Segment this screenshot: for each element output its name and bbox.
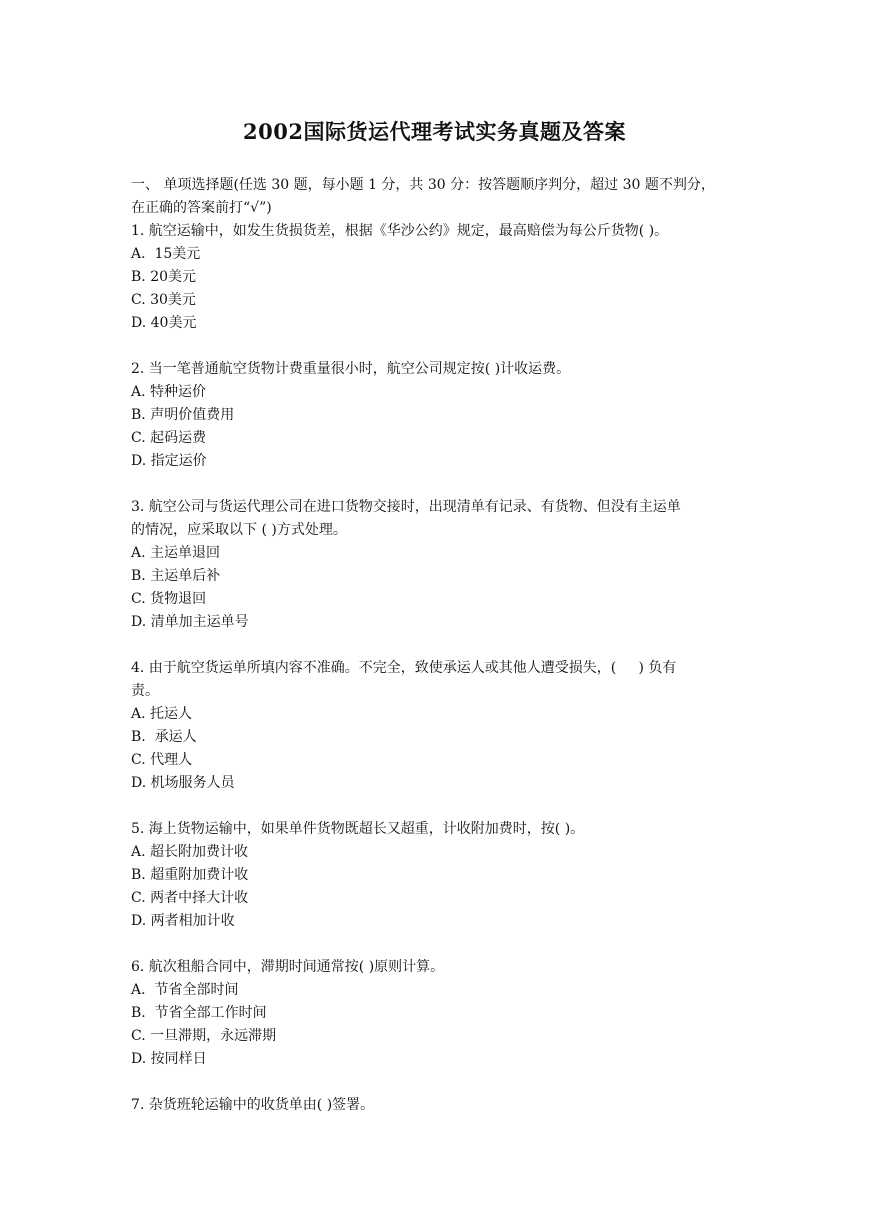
answer-option: C. 货物退回 bbox=[131, 591, 207, 607]
question-block bbox=[131, 657, 743, 795]
question-stem: 3. 航空公司与货运代理公司在进口货物交接时，出现清单有记录、有货物、但没有主运单 bbox=[131, 499, 681, 515]
question-stem: 责。 bbox=[131, 683, 159, 699]
document-title: 2002国际货运代理考试实务真题及答案 bbox=[243, 119, 626, 144]
answer-option: A. 节省全部时间 bbox=[131, 982, 239, 998]
answer-option: A. 主运单退回 bbox=[131, 545, 221, 561]
answer-option: C. 代理人 bbox=[131, 752, 193, 768]
question-block bbox=[131, 956, 743, 1071]
question-block bbox=[131, 358, 743, 473]
question-block bbox=[131, 818, 743, 933]
answer-option: C. 起码运费 bbox=[131, 430, 207, 446]
question-block bbox=[131, 496, 743, 634]
question-stem: 2. 当一笔普通航空货物计费重量很小时，航空公司规定按( )计收运费。 bbox=[131, 361, 571, 377]
question-stem: 6. 航次租船合同中，滞期时间通常按( )原则计算。 bbox=[131, 959, 445, 975]
document-body bbox=[131, 174, 743, 1117]
answer-option: C. 30美元 bbox=[131, 292, 196, 308]
question-stem: 7. 杂货班轮运输中的收货单由( )签署。 bbox=[131, 1097, 375, 1113]
intro-line: 在正确的答案前打“√”) bbox=[131, 200, 272, 216]
answer-option: C. 一旦滞期，永远滞期 bbox=[131, 1028, 277, 1044]
question-stem: 5. 海上货物运输中，如果单件货物既超长又超重，计收附加费时，按( )。 bbox=[131, 821, 585, 837]
answer-option: A. 托运人 bbox=[131, 706, 193, 722]
answer-option: D. 按同样日 bbox=[131, 1051, 207, 1067]
question-stem: 的情况，应采取以下 ( )方式处理。 bbox=[131, 522, 347, 538]
answer-option: B. 超重附加费计收 bbox=[131, 867, 249, 883]
answer-option: D. 清单加主运单号 bbox=[131, 614, 249, 630]
section-intro bbox=[131, 174, 743, 220]
answer-option: D. 指定运价 bbox=[131, 453, 207, 469]
question-stem: 4. 由于航空货运单所填内容不准确。不完全，致使承运人或其他人遭受损失，( ) 负有 bbox=[131, 660, 677, 676]
answer-option: D. 40美元 bbox=[131, 315, 197, 331]
answer-option: B. 声明价值费用 bbox=[131, 407, 235, 423]
question-stem: 1. 航空运输中，如发生货损货差，根据《华沙公约》规定，最高赔偿为每公斤货物( )。 bbox=[131, 223, 669, 239]
answer-option: A. 特种运价 bbox=[131, 384, 207, 400]
question-block bbox=[131, 1094, 743, 1117]
answer-option: A. 15美元 bbox=[131, 246, 201, 262]
intro-line: 一、 单项选择题(任选 30 题，每小题 1 分，共 30 分：按答题顺序判分，超过 30 题不判分， bbox=[131, 177, 715, 193]
answer-option: C. 两者中择大计收 bbox=[131, 890, 249, 906]
answer-option: B. 节省全部工作时间 bbox=[131, 1005, 267, 1021]
question-block bbox=[131, 220, 743, 335]
question-list bbox=[131, 220, 743, 1117]
answer-option: B. 承运人 bbox=[131, 729, 197, 745]
answer-option: B. 主运单后补 bbox=[131, 568, 221, 584]
answer-option: D. 两者相加计收 bbox=[131, 913, 235, 929]
answer-option: A. 超长附加费计收 bbox=[131, 844, 249, 860]
answer-option: D. 机场服务人员 bbox=[131, 775, 235, 791]
answer-option: B. 20美元 bbox=[131, 269, 197, 285]
